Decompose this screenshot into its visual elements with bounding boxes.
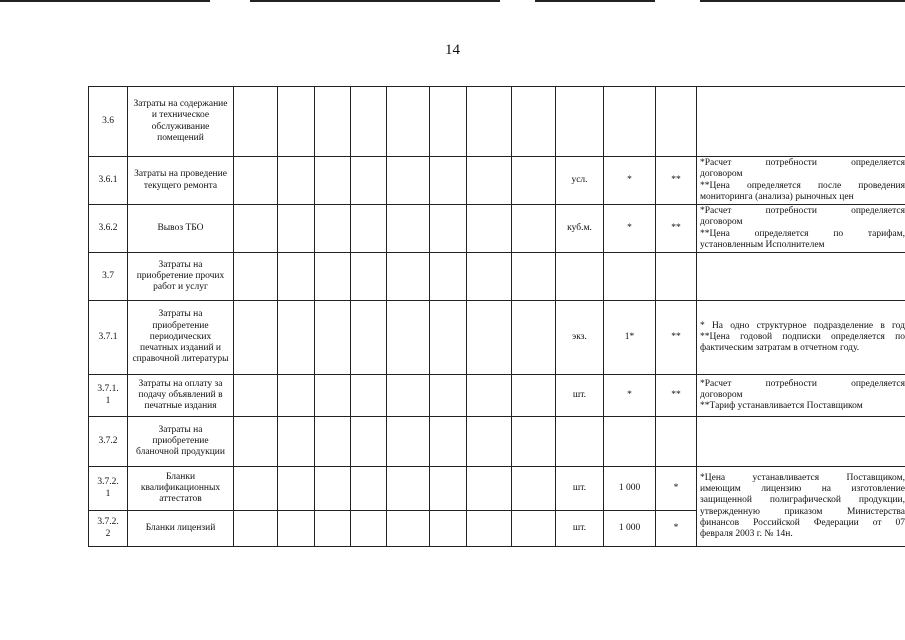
empty-cell xyxy=(430,157,467,205)
empty-cell xyxy=(278,205,315,253)
empty-cell xyxy=(278,511,315,547)
empty-cell xyxy=(278,253,315,301)
empty-cell xyxy=(234,87,278,157)
empty-cell xyxy=(278,417,315,467)
unit-cell xyxy=(556,87,604,157)
empty-cell xyxy=(467,253,512,301)
quantity-cell: * xyxy=(604,205,656,253)
empty-cell xyxy=(234,301,278,375)
top-edge-line xyxy=(0,0,210,2)
note-line: * На одно структурное подразделение в год xyxy=(700,320,905,331)
note-line: финансов Российской Федерации от 07 xyxy=(700,517,905,528)
empty-cell xyxy=(315,87,351,157)
quantity-cell: 1* xyxy=(604,301,656,375)
quantity-cell xyxy=(604,417,656,467)
row-number: 3.6 xyxy=(89,87,128,157)
empty-cell xyxy=(278,157,315,205)
empty-cell xyxy=(278,375,315,417)
empty-cell xyxy=(512,253,556,301)
price-cell: ** xyxy=(656,375,697,417)
empty-cell xyxy=(315,467,351,511)
empty-cell xyxy=(234,375,278,417)
cost-item-name: Затраты на приобретение периодических печатных изданий и справочной литературы xyxy=(128,301,234,375)
unit-cell: усл. xyxy=(556,157,604,205)
empty-cell xyxy=(351,511,387,547)
empty-cell xyxy=(234,157,278,205)
note-line: имеющим лицензию на изготовление xyxy=(700,484,905,495)
empty-cell xyxy=(512,87,556,157)
empty-cell xyxy=(234,205,278,253)
row-number: 3.7.1 xyxy=(89,301,128,375)
note-line: защищенной полиграфической продукции, xyxy=(700,495,905,506)
empty-cell xyxy=(278,467,315,511)
top-edge-line xyxy=(250,0,500,2)
cost-item-name: Затраты на оплату за подачу объявлений в печатные издания xyxy=(128,375,234,417)
empty-cell xyxy=(351,301,387,375)
price-cell: * xyxy=(656,511,697,547)
empty-cell xyxy=(467,467,512,511)
empty-cell xyxy=(387,301,430,375)
empty-cell xyxy=(430,301,467,375)
empty-cell xyxy=(430,511,467,547)
note-line: утвержденную приказом Министерства xyxy=(700,506,905,517)
unit-cell xyxy=(556,417,604,467)
empty-cell xyxy=(315,375,351,417)
empty-cell xyxy=(351,87,387,157)
unit-cell: шт. xyxy=(556,375,604,417)
cost-table xyxy=(88,86,905,547)
note-line: установленным Исполнителем xyxy=(700,239,825,250)
empty-cell xyxy=(430,467,467,511)
price-cell xyxy=(656,253,697,301)
empty-cell xyxy=(430,417,467,467)
empty-cell xyxy=(278,87,315,157)
empty-cell xyxy=(387,467,430,511)
empty-cell xyxy=(315,157,351,205)
empty-cell xyxy=(387,253,430,301)
note-line: **Цена определяется по тарифам, xyxy=(700,228,905,239)
note-cell xyxy=(697,87,905,157)
table-row xyxy=(89,253,905,301)
empty-cell xyxy=(387,511,430,547)
empty-cell xyxy=(512,205,556,253)
note-cell xyxy=(697,375,905,417)
empty-cell xyxy=(315,417,351,467)
empty-cell xyxy=(467,87,512,157)
empty-cell xyxy=(467,301,512,375)
empty-cell xyxy=(430,375,467,417)
empty-cell xyxy=(351,375,387,417)
empty-cell xyxy=(467,205,512,253)
note-cell xyxy=(697,253,905,301)
quantity-cell: 1 000 xyxy=(604,467,656,511)
unit-cell: куб.м. xyxy=(556,205,604,253)
empty-cell xyxy=(351,157,387,205)
table-row xyxy=(89,87,905,157)
empty-cell xyxy=(234,417,278,467)
row-number: 3.7.1. 1 xyxy=(89,375,128,417)
empty-cell xyxy=(430,205,467,253)
empty-cell xyxy=(430,253,467,301)
note-line: *Цена устанавливается Поставщиком, xyxy=(700,472,905,483)
quantity-cell: * xyxy=(604,375,656,417)
top-edge-line xyxy=(535,0,655,2)
note-cell xyxy=(697,417,905,467)
unit-cell xyxy=(556,253,604,301)
empty-cell xyxy=(278,301,315,375)
cost-item-name: Бланки лицензий xyxy=(128,511,234,547)
table-row xyxy=(89,205,905,253)
note-cell xyxy=(697,157,905,205)
quantity-cell xyxy=(604,253,656,301)
table-row xyxy=(89,301,905,375)
empty-cell xyxy=(467,417,512,467)
top-edge-line xyxy=(700,0,905,2)
empty-cell xyxy=(315,301,351,375)
empty-cell xyxy=(512,417,556,467)
empty-cell xyxy=(387,87,430,157)
price-cell xyxy=(656,417,697,467)
cost-item-name: Затраты на приобретение бланочной продукции xyxy=(128,417,234,467)
empty-cell xyxy=(234,467,278,511)
empty-cell xyxy=(387,157,430,205)
unit-cell: шт. xyxy=(556,467,604,511)
cost-item-name: Затраты на приобретение прочих работ и услуг xyxy=(128,253,234,301)
note-line: договором xyxy=(700,389,743,400)
table-row xyxy=(89,417,905,467)
row-number: 3.6.1 xyxy=(89,157,128,205)
note-line: **Тариф устанавливается Поставщиком xyxy=(700,401,863,412)
empty-cell xyxy=(467,511,512,547)
table-body xyxy=(89,87,905,547)
price-cell: ** xyxy=(656,301,697,375)
note-line: договором xyxy=(700,217,743,228)
empty-cell xyxy=(467,157,512,205)
note-line: февраля 2003 г. № 14н. xyxy=(700,528,793,539)
empty-cell xyxy=(387,205,430,253)
empty-cell xyxy=(467,375,512,417)
empty-cell xyxy=(351,467,387,511)
note-line: *Расчет потребности определяется xyxy=(700,378,905,389)
row-number: 3.6.2 xyxy=(89,205,128,253)
table-row xyxy=(89,375,905,417)
table-row xyxy=(89,157,905,205)
quantity-cell: 1 000 xyxy=(604,511,656,547)
table-row xyxy=(89,467,905,511)
empty-cell xyxy=(315,511,351,547)
row-number: 3.7.2. 1 xyxy=(89,467,128,511)
note-line: договором xyxy=(700,169,743,180)
empty-cell xyxy=(512,157,556,205)
row-number: 3.7 xyxy=(89,253,128,301)
cost-item-name: Затраты на проведение текущего ремонта xyxy=(128,157,234,205)
cost-item-name: Вывоз ТБО xyxy=(128,205,234,253)
page-number: 14 xyxy=(445,42,460,58)
price-cell: ** xyxy=(656,205,697,253)
price-cell: ** xyxy=(656,157,697,205)
empty-cell xyxy=(234,511,278,547)
unit-cell: шт. xyxy=(556,511,604,547)
empty-cell xyxy=(512,301,556,375)
note-cell xyxy=(697,205,905,253)
price-cell: * xyxy=(656,467,697,511)
row-number: 3.7.2. 2 xyxy=(89,511,128,547)
empty-cell xyxy=(351,253,387,301)
note-line: *Расчет потребности определяется xyxy=(700,206,905,217)
empty-cell xyxy=(512,467,556,511)
cost-item-name: Бланки квалификационных аттестатов xyxy=(128,467,234,511)
empty-cell xyxy=(387,375,430,417)
note-line: **Цена годовой подписки определяется по xyxy=(700,331,905,342)
row-number: 3.7.2 xyxy=(89,417,128,467)
empty-cell xyxy=(315,253,351,301)
empty-cell xyxy=(512,511,556,547)
note-line: мониторинга (анализа) рыночных цен xyxy=(700,191,854,202)
empty-cell xyxy=(387,417,430,467)
empty-cell xyxy=(430,87,467,157)
empty-cell xyxy=(315,205,351,253)
cost-item-name: Затраты на содержание и техническое обслуживание помещений xyxy=(128,87,234,157)
empty-cell xyxy=(512,375,556,417)
quantity-cell: * xyxy=(604,157,656,205)
unit-cell: экз. xyxy=(556,301,604,375)
price-cell xyxy=(656,87,697,157)
empty-cell xyxy=(234,253,278,301)
note-line: фактическим затратам в отчетном году. xyxy=(700,343,860,354)
empty-cell xyxy=(351,417,387,467)
empty-cell xyxy=(351,205,387,253)
quantity-cell xyxy=(604,87,656,157)
note-cell xyxy=(697,467,905,547)
note-cell xyxy=(697,301,905,375)
note-line: *Расчет потребности определяется xyxy=(700,158,905,169)
note-line: **Цена определяется после проведения xyxy=(700,180,905,191)
